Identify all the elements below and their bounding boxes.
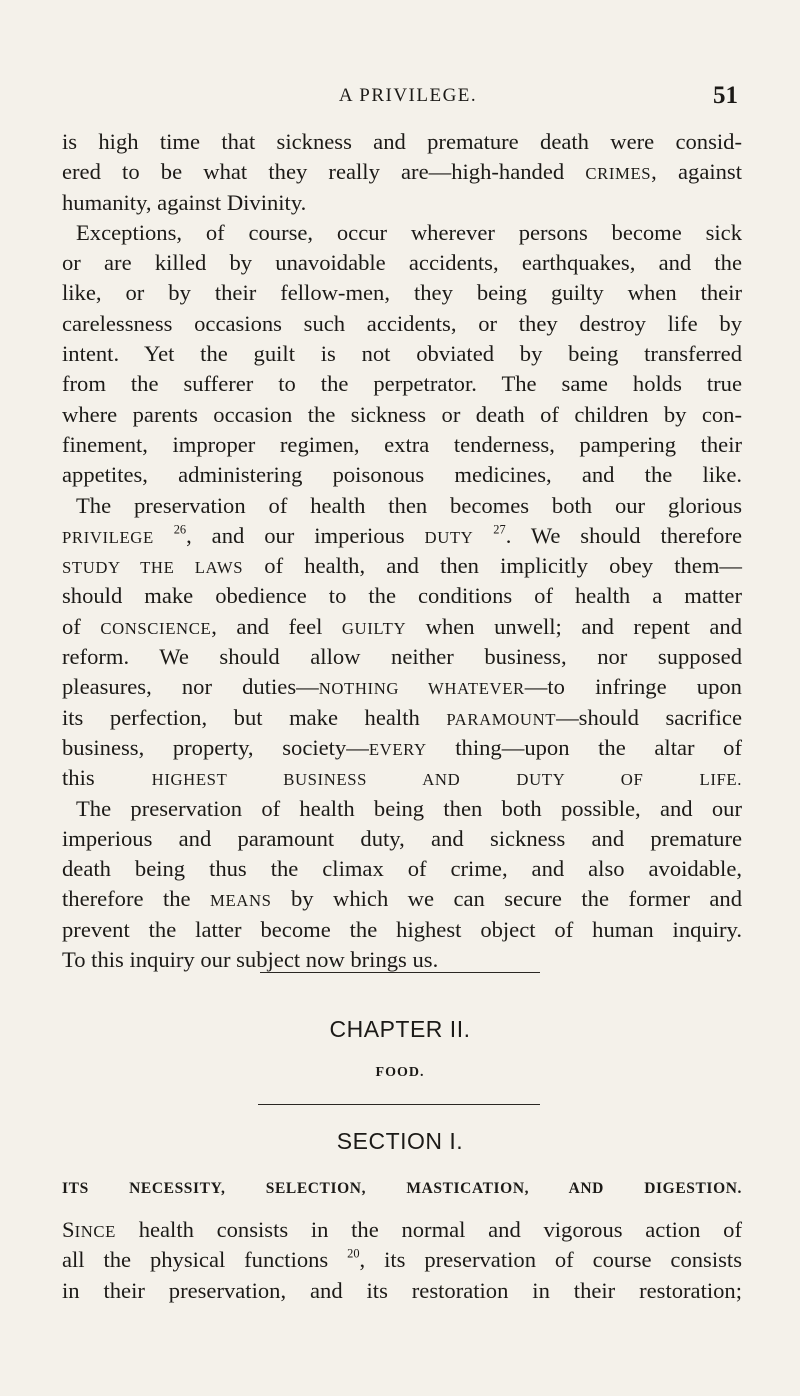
text-run: this (62, 765, 152, 791)
text-run: intent. Yet the guilt is not obviated by being transferred (62, 341, 742, 367)
chapter-title: CHAPTER II. (329, 1016, 471, 1042)
text-run: where parents occasion the sickness or death of children by con- (62, 401, 742, 427)
body-line (62, 278, 742, 308)
section_body-line (62, 1276, 742, 1306)
body-line (62, 369, 742, 399)
body-line (62, 733, 742, 763)
body-line (62, 309, 742, 339)
footnote-ref: 26 (173, 522, 187, 537)
body-line (62, 491, 742, 521)
small-caps-run: PARAMOUNT (446, 709, 557, 729)
text-run: reform. We should allow neither business, nor supposed (62, 644, 742, 670)
text-run: its perfection, but make health (62, 704, 447, 730)
text-run: all the physical functions (62, 1247, 348, 1273)
body-line (62, 581, 742, 611)
section-text-block (62, 1215, 742, 1306)
footnote-ref: 20 (347, 1246, 360, 1261)
body-line (62, 703, 742, 733)
small-caps-run: MEANS (210, 891, 272, 911)
body-line (62, 824, 742, 854)
body-line (62, 521, 742, 551)
text-run: carelessness occasions such accidents, or they destroy life by (62, 310, 742, 336)
text-run: , its preservation of course consists (359, 1247, 742, 1273)
text-run: of health, and then implicitly obey them— (243, 553, 742, 579)
small-caps-run: CRIMES (585, 164, 652, 184)
main-text-block (62, 127, 742, 975)
text-run: appetites, administering poisonous medicines, and the like. (62, 462, 742, 488)
text-run: Exceptions, of course, occur wherever persons become sick (76, 219, 742, 245)
body-line (62, 127, 742, 157)
text-run: death being thus the climax of crime, and also avoidable, (62, 856, 742, 882)
text-run: humanity, against Divinity. (62, 189, 307, 215)
text-run: or are killed by unavoidable accidents, earthquakes, and the (62, 250, 742, 276)
text-run: ered to be what they really are—high-handed (62, 159, 586, 185)
body-line (62, 188, 742, 218)
page-number: 51 (713, 82, 738, 109)
small-caps-run: STUDY THE LAWS (62, 558, 244, 578)
text-run: like, or by their fellow-men, they being guilty when their (62, 280, 742, 306)
small-caps-run: CONSCIENCE (100, 618, 212, 638)
footnote-ref: 27 (493, 522, 506, 537)
text-run: , and our imperious (186, 522, 425, 548)
text-run: pleasures, nor duties— (62, 674, 319, 700)
text-run: by which we can secure the former and (271, 886, 742, 912)
body-line (62, 460, 742, 490)
text-run: of (62, 613, 101, 639)
body-line (62, 854, 742, 884)
running-head (0, 82, 800, 112)
body-line (62, 763, 742, 793)
body-line (62, 612, 742, 642)
text-run: , against (651, 159, 742, 185)
text-run: The preservation of health being then both possible, and our (76, 795, 742, 821)
body-line (62, 551, 742, 581)
text-run: therefore the (62, 886, 211, 912)
chapter-rule-top (260, 972, 540, 973)
text-run: from the sufferer to the perpetrator. The same holds true (62, 371, 742, 397)
body-line (62, 642, 742, 672)
body-line (62, 672, 742, 702)
body-line (62, 794, 742, 824)
small-caps-run: HIGHEST BUSINESS AND DUTY OF LIFE. (151, 770, 742, 790)
body-line (62, 945, 742, 975)
text-run (473, 523, 493, 548)
text-run: . We should therefore (505, 522, 742, 548)
small-caps-run: DUTY (424, 527, 474, 547)
small-caps-run: PRIVILEGE (62, 527, 154, 547)
text-run: —should sacrifice (556, 704, 742, 730)
body-line (62, 915, 742, 945)
text-run: , and feel (211, 613, 342, 639)
text-run: health consists in the normal and vigorous action of (115, 1217, 742, 1242)
chapter-subtitle: FOOD. (375, 1065, 425, 1080)
section_body-line (62, 1215, 742, 1245)
text-run: is high time that sickness and premature death were consid- (62, 129, 742, 154)
section-rule (258, 1104, 540, 1105)
text-run: business, property, society— (62, 734, 369, 760)
section_body-line (62, 1245, 742, 1275)
text-run: should make obedience to the conditions of health a matter (62, 583, 742, 609)
text-run (154, 523, 174, 548)
text-run: in their preservation, and its restoration in their restoration; (62, 1277, 742, 1303)
body-line (62, 218, 742, 248)
text-run: To this inquiry our subject now brings us. (62, 947, 439, 973)
body-line (62, 339, 742, 369)
body-line (62, 430, 742, 460)
text-run: when unwell; and repent and (406, 613, 742, 639)
text-run: —to infringe upon (524, 674, 742, 700)
running-title: A PRIVILEGE. (338, 85, 478, 106)
text-run: thing—upon the altar of (426, 734, 742, 760)
small-caps-run: EVERY (368, 739, 427, 759)
small-caps-run: GUILTY (341, 618, 407, 638)
lead-word: SINCE (62, 1217, 116, 1242)
body-line (62, 400, 742, 430)
body-line (62, 157, 742, 187)
body-line (62, 248, 742, 278)
text-run: prevent the latter become the highest object of human inquiry. (62, 916, 742, 942)
small-caps-run: NOTHING WHATEVER (318, 679, 525, 699)
text-run: imperious and paramount duty, and sickness and premature (62, 825, 742, 851)
section-subtitle: ITS NECESSITY, SELECTION, MASTICATION, AND DIGESTION. (62, 1180, 742, 1197)
body-line (62, 884, 742, 914)
text-run: The preservation of health then becomes both our glorious (76, 492, 742, 518)
section-title: SECTION I. (336, 1128, 464, 1154)
text-run: finement, improper regimen, extra tenderness, pampering their (62, 431, 742, 457)
